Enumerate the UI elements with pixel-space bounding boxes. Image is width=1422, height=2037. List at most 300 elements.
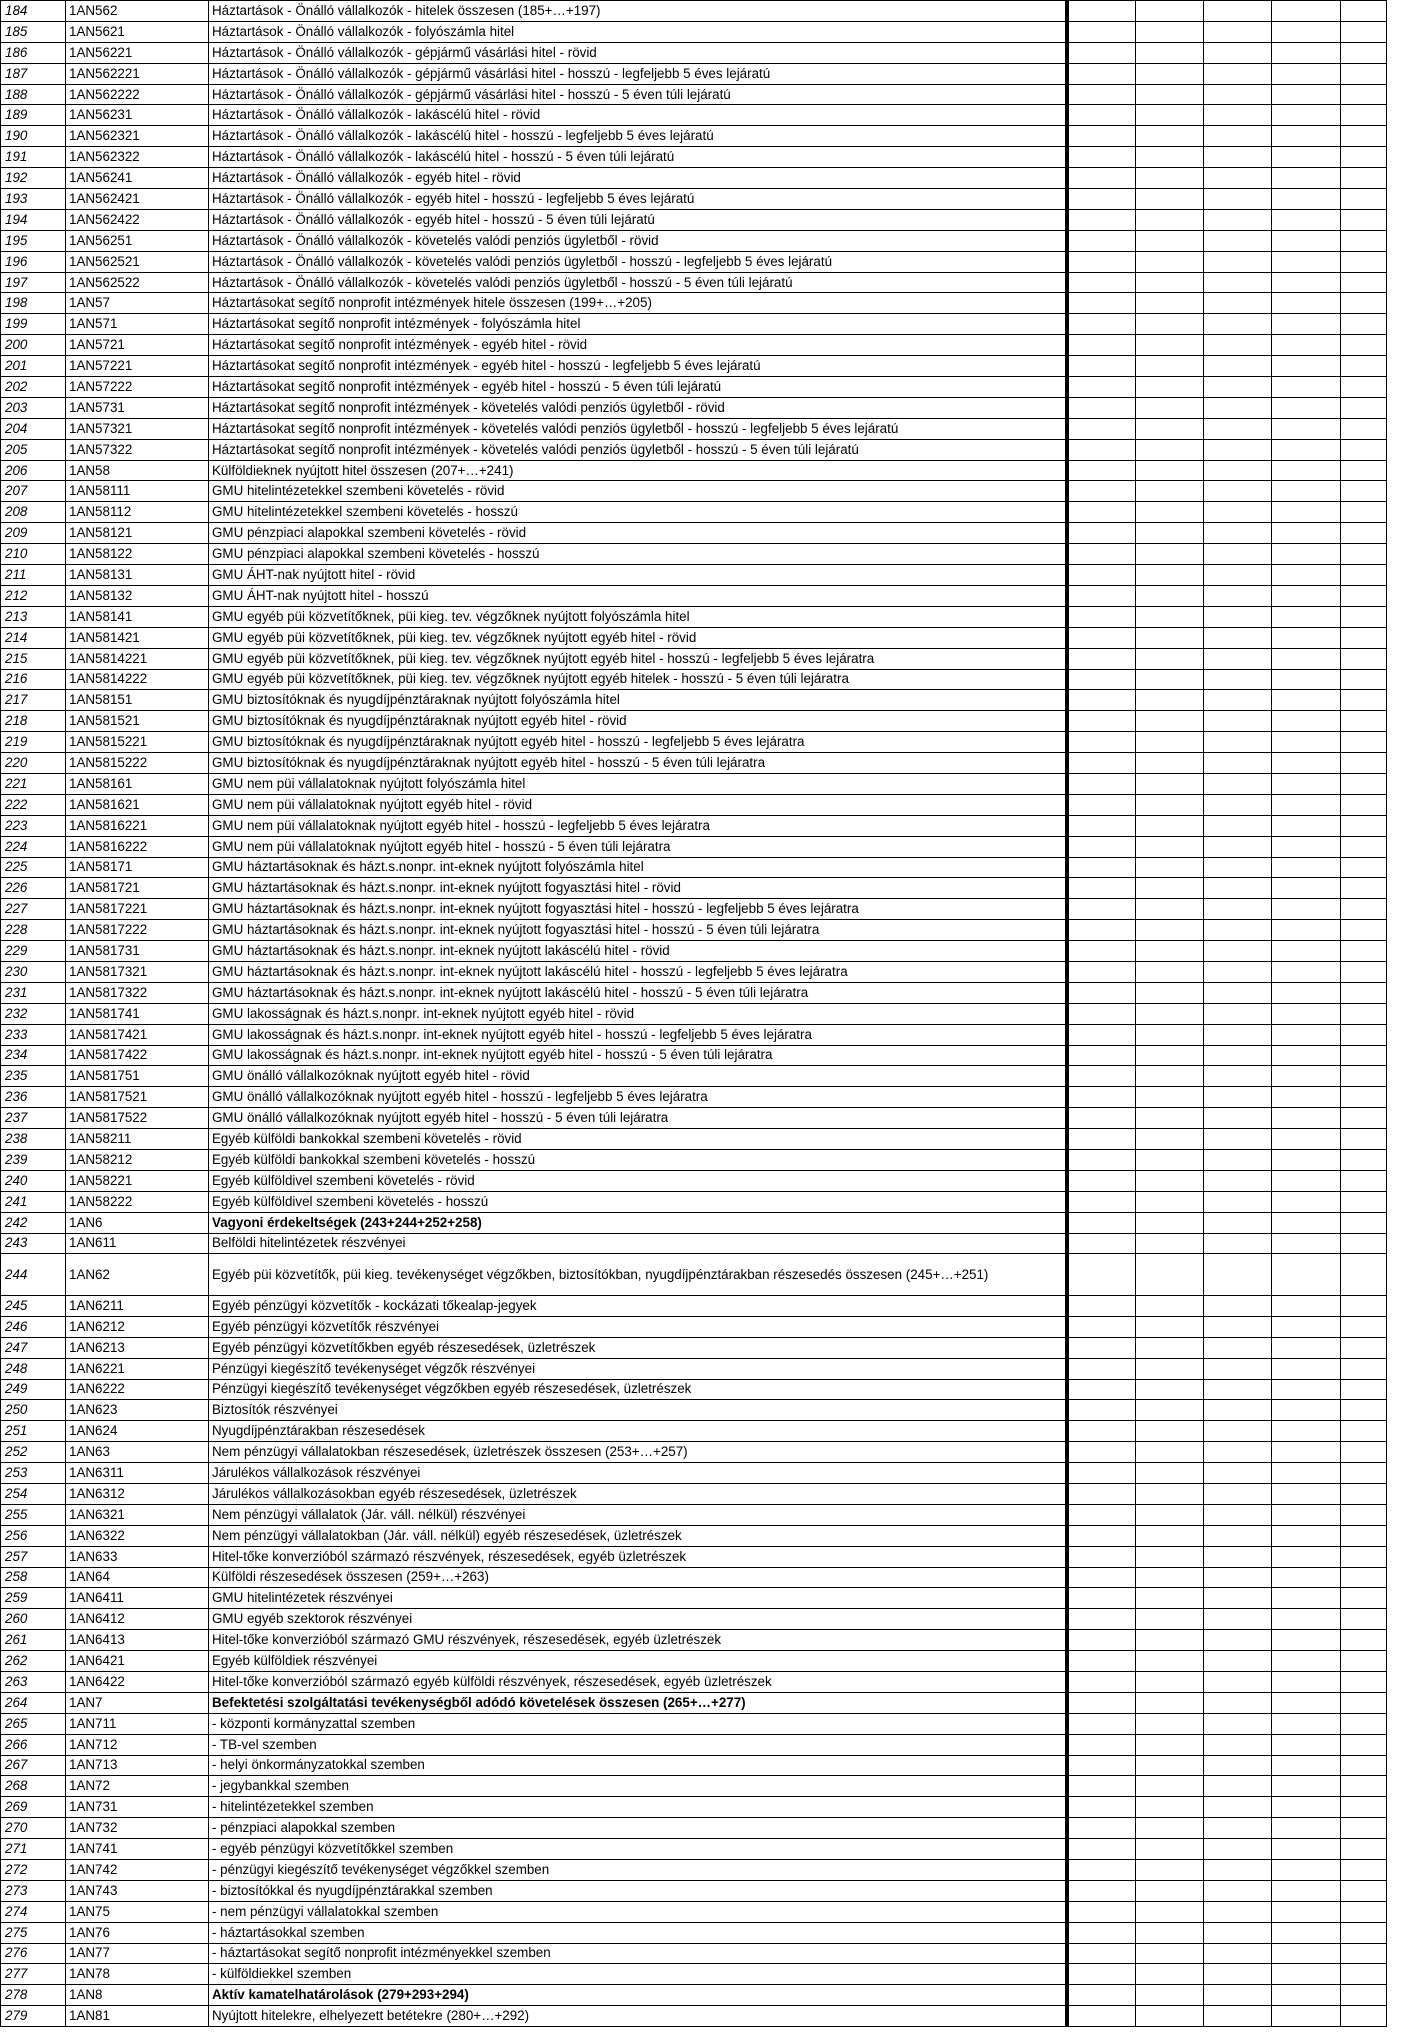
value-cell-4: [1272, 84, 1341, 105]
value-cell-2: [1136, 1734, 1204, 1755]
row-code: 1AN581521: [66, 711, 209, 732]
value-cell-4: [1272, 1024, 1341, 1045]
row-description: Háztartásokat segítő nonprofit intézmények - egyéb hitel - hosszú - legfeljebb 5 éves lejáratú: [209, 356, 1067, 377]
row-code: 1AN8: [66, 1985, 209, 2006]
value-cell-2: [1136, 1295, 1204, 1316]
value-cell-1: [1069, 272, 1136, 293]
row-code: 1AN56221: [66, 42, 209, 63]
value-cell-4: [1272, 126, 1341, 147]
value-cell-2: [1136, 1316, 1204, 1337]
value-cell-2: [1136, 1651, 1204, 1672]
table-row: [1, 397, 1387, 418]
value-cell-1: [1069, 1880, 1136, 1901]
value-cell-5: [1341, 1087, 1387, 1108]
row-code: 1AN6322: [66, 1525, 209, 1546]
value-cell-5: [1341, 2006, 1387, 2027]
row-code: 1AN5621: [66, 21, 209, 42]
row-code: 1AN5817322: [66, 982, 209, 1003]
value-cell-3: [1204, 126, 1272, 147]
table-row: [1, 836, 1387, 857]
row-number: 249: [1, 1379, 66, 1400]
value-cell-2: [1136, 168, 1204, 189]
value-cell-3: [1204, 961, 1272, 982]
value-cell-4: [1272, 669, 1341, 690]
row-description: GMU nem püi vállalatoknak nyújtott folyószámla hitel: [209, 773, 1067, 794]
value-cell-4: [1272, 753, 1341, 774]
row-code: 1AN64: [66, 1567, 209, 1588]
table-row: [1, 1108, 1387, 1129]
value-cell-5: [1341, 356, 1387, 377]
row-number: 189: [1, 105, 66, 126]
value-cell-1: [1069, 836, 1136, 857]
value-cell-2: [1136, 711, 1204, 732]
table-row: [1, 1671, 1387, 1692]
value-cell-2: [1136, 1358, 1204, 1379]
row-number: 238: [1, 1129, 66, 1150]
table-row: [1, 1901, 1387, 1922]
row-number: 207: [1, 481, 66, 502]
value-cell-4: [1272, 815, 1341, 836]
table-row: [1, 335, 1387, 356]
value-cell-5: [1341, 1630, 1387, 1651]
row-number: 277: [1, 1964, 66, 1985]
value-cell-2: [1136, 836, 1204, 857]
table-row: [1, 1985, 1387, 2006]
row-description: GMU pénzpiaci alapokkal szembeni követelés - rövid: [209, 523, 1067, 544]
row-description: GMU hitelintézetekkel szembeni követelés - hosszú: [209, 502, 1067, 523]
value-cell-3: [1204, 1504, 1272, 1525]
value-cell-4: [1272, 961, 1341, 982]
value-cell-5: [1341, 1755, 1387, 1776]
row-number: 272: [1, 1859, 66, 1880]
table-row: [1, 251, 1387, 272]
row-number: 254: [1, 1483, 66, 1504]
value-cell-5: [1341, 1254, 1387, 1296]
row-number: 234: [1, 1045, 66, 1066]
value-cell-1: [1069, 42, 1136, 63]
value-cell-1: [1069, 753, 1136, 774]
value-cell-3: [1204, 1922, 1272, 1943]
value-cell-4: [1272, 732, 1341, 753]
value-cell-4: [1272, 1003, 1341, 1024]
row-number: 224: [1, 836, 66, 857]
table-row: [1, 669, 1387, 690]
value-cell-3: [1204, 920, 1272, 941]
value-cell-5: [1341, 815, 1387, 836]
value-cell-4: [1272, 794, 1341, 815]
value-cell-2: [1136, 1045, 1204, 1066]
row-code: 1AN6311: [66, 1463, 209, 1484]
value-cell-1: [1069, 627, 1136, 648]
row-code: 1AN713: [66, 1755, 209, 1776]
value-cell-2: [1136, 293, 1204, 314]
table-row: [1, 1316, 1387, 1337]
row-number: 240: [1, 1170, 66, 1191]
row-description: GMU pénzpiaci alapokkal szembeni követelés - hosszú: [209, 544, 1067, 565]
value-cell-5: [1341, 648, 1387, 669]
value-cell-4: [1272, 105, 1341, 126]
value-cell-1: [1069, 251, 1136, 272]
value-cell-5: [1341, 1776, 1387, 1797]
value-cell-1: [1069, 1108, 1136, 1129]
table-row: [1, 1859, 1387, 1880]
row-code: 1AN581621: [66, 794, 209, 815]
table-row: [1, 1630, 1387, 1651]
value-cell-5: [1341, 878, 1387, 899]
table-row: [1, 565, 1387, 586]
row-code: 1AN633: [66, 1546, 209, 1567]
row-description: GMU háztartásoknak és házt.s.nonpr. int-eknek nyújtott fogyasztási hitel - hosszú - legfeljebb 5 éves lejáratra: [209, 899, 1067, 920]
row-number: 276: [1, 1943, 66, 1964]
value-cell-4: [1272, 439, 1341, 460]
value-cell-3: [1204, 1483, 1272, 1504]
row-description: - háztartásokkal szemben: [209, 1922, 1067, 1943]
value-cell-4: [1272, 1358, 1341, 1379]
value-cell-3: [1204, 753, 1272, 774]
value-cell-3: [1204, 648, 1272, 669]
value-cell-4: [1272, 1713, 1341, 1734]
value-cell-2: [1136, 1525, 1204, 1546]
value-cell-2: [1136, 1671, 1204, 1692]
table-row: [1, 42, 1387, 63]
value-cell-5: [1341, 293, 1387, 314]
value-cell-5: [1341, 105, 1387, 126]
value-cell-4: [1272, 1045, 1341, 1066]
value-cell-5: [1341, 1191, 1387, 1212]
value-cell-4: [1272, 1985, 1341, 2006]
value-cell-4: [1272, 565, 1341, 586]
table-row: [1, 606, 1387, 627]
row-description: GMU egyéb püi közvetítőknek, püi kieg. tev. végzőknek nyújtott egyéb hitel - hosszú - legfeljebb 5 éves lejáratra: [209, 648, 1067, 669]
row-code: 1AN57: [66, 293, 209, 314]
row-number: 218: [1, 711, 66, 732]
value-cell-3: [1204, 773, 1272, 794]
row-code: 1AN6221: [66, 1358, 209, 1379]
value-cell-3: [1204, 1045, 1272, 1066]
value-cell-3: [1204, 1087, 1272, 1108]
row-code: 1AN741: [66, 1839, 209, 1860]
value-cell-5: [1341, 1546, 1387, 1567]
value-cell-2: [1136, 1922, 1204, 1943]
value-cell-2: [1136, 209, 1204, 230]
value-cell-2: [1136, 982, 1204, 1003]
row-code: 1AN6412: [66, 1609, 209, 1630]
row-code: 1AN6312: [66, 1483, 209, 1504]
value-cell-2: [1136, 439, 1204, 460]
value-cell-5: [1341, 773, 1387, 794]
row-number: 214: [1, 627, 66, 648]
row-description: GMU nem püi vállalatoknak nyújtott egyéb hitel - hosszú - 5 éven túli lejáratra: [209, 836, 1067, 857]
value-cell-5: [1341, 230, 1387, 251]
value-cell-2: [1136, 314, 1204, 335]
value-cell-3: [1204, 1003, 1272, 1024]
row-number: 271: [1, 1839, 66, 1860]
row-description: - pénzügyi kiegészítő tevékenységet végzőkkel szemben: [209, 1859, 1067, 1880]
value-cell-4: [1272, 773, 1341, 794]
value-cell-2: [1136, 1463, 1204, 1484]
row-code: 1AN732: [66, 1818, 209, 1839]
row-code: 1AN581751: [66, 1066, 209, 1087]
value-cell-3: [1204, 397, 1272, 418]
row-description: Biztosítók részvényei: [209, 1400, 1067, 1421]
row-number: 199: [1, 314, 66, 335]
value-cell-4: [1272, 21, 1341, 42]
value-cell-4: [1272, 1442, 1341, 1463]
row-number: 233: [1, 1024, 66, 1045]
row-code: 1AN562: [66, 1, 209, 22]
table-row: [1, 126, 1387, 147]
table-row: [1, 1149, 1387, 1170]
value-cell-5: [1341, 1692, 1387, 1713]
value-cell-1: [1069, 1818, 1136, 1839]
value-cell-3: [1204, 1, 1272, 22]
value-cell-4: [1272, 878, 1341, 899]
table-row: [1, 1839, 1387, 1860]
row-code: 1AN5817421: [66, 1024, 209, 1045]
value-cell-4: [1272, 1129, 1341, 1150]
value-cell-5: [1341, 920, 1387, 941]
row-number: 274: [1, 1901, 66, 1922]
row-description: GMU önálló vállalkozóknak nyújtott egyéb hitel - rövid: [209, 1066, 1067, 1087]
value-cell-5: [1341, 1295, 1387, 1316]
row-code: 1AN81: [66, 2006, 209, 2027]
row-number: 262: [1, 1651, 66, 1672]
value-cell-3: [1204, 857, 1272, 878]
row-number: 250: [1, 1400, 66, 1421]
table-row: [1, 84, 1387, 105]
row-code: 1AN743: [66, 1880, 209, 1901]
value-cell-3: [1204, 941, 1272, 962]
value-cell-4: [1272, 1734, 1341, 1755]
value-cell-4: [1272, 1483, 1341, 1504]
value-cell-4: [1272, 1149, 1341, 1170]
table-row: [1, 648, 1387, 669]
table-row: [1, 753, 1387, 774]
value-cell-4: [1272, 648, 1341, 669]
row-description: Járulékos vállalkozásokban egyéb részesedések, üzletrészek: [209, 1483, 1067, 1504]
row-description: Pénzügyi kiegészítő tevékenységet végzőkben egyéb részesedések, üzletrészek: [209, 1379, 1067, 1400]
row-description: Hitel-tőke konverzióból származó egyéb külföldi részvények, részesedések, egyéb üzletrészek: [209, 1671, 1067, 1692]
row-description: Háztartások - Önálló vállalkozók - lakáscélú hitel - hosszú - legfeljebb 5 éves lejáratú: [209, 126, 1067, 147]
value-cell-5: [1341, 209, 1387, 230]
value-cell-4: [1272, 523, 1341, 544]
value-cell-2: [1136, 1212, 1204, 1233]
value-cell-1: [1069, 1713, 1136, 1734]
value-cell-5: [1341, 899, 1387, 920]
value-cell-2: [1136, 961, 1204, 982]
value-cell-4: [1272, 1755, 1341, 1776]
value-cell-2: [1136, 1442, 1204, 1463]
value-cell-3: [1204, 1066, 1272, 1087]
table-row: [1, 1609, 1387, 1630]
value-cell-1: [1069, 1233, 1136, 1254]
value-cell-5: [1341, 1943, 1387, 1964]
value-cell-2: [1136, 1191, 1204, 1212]
value-cell-1: [1069, 2006, 1136, 2027]
value-cell-3: [1204, 63, 1272, 84]
value-cell-5: [1341, 1337, 1387, 1358]
value-cell-1: [1069, 502, 1136, 523]
value-cell-5: [1341, 1985, 1387, 2006]
value-cell-1: [1069, 1149, 1136, 1170]
table-row: [1, 1442, 1387, 1463]
table-row: [1, 1045, 1387, 1066]
row-number: 266: [1, 1734, 66, 1755]
value-cell-4: [1272, 1692, 1341, 1713]
row-number: 188: [1, 84, 66, 105]
row-description: Egyéb külföldiek részvényei: [209, 1651, 1067, 1672]
value-cell-3: [1204, 1463, 1272, 1484]
row-number: 246: [1, 1316, 66, 1337]
row-description: GMU biztosítóknak és nyugdíjpénztáraknak nyújtott egyéb hitel - hosszú - legfeljebb 5 éves lejáratra: [209, 732, 1067, 753]
row-code: 1AN711: [66, 1713, 209, 1734]
value-cell-2: [1136, 1003, 1204, 1024]
row-description: GMU önálló vállalkozóknak nyújtott egyéb hitel - hosszú - legfeljebb 5 éves lejáratra: [209, 1087, 1067, 1108]
value-cell-4: [1272, 606, 1341, 627]
value-cell-4: [1272, 1776, 1341, 1797]
value-cell-5: [1341, 1316, 1387, 1337]
value-cell-1: [1069, 941, 1136, 962]
value-cell-1: [1069, 1170, 1136, 1191]
row-number: 269: [1, 1797, 66, 1818]
value-cell-3: [1204, 502, 1272, 523]
value-cell-5: [1341, 460, 1387, 481]
row-description: Háztartások - Önálló vállalkozók - követelés valódi penziós ügyletből - rövid: [209, 230, 1067, 251]
value-cell-2: [1136, 920, 1204, 941]
value-cell-2: [1136, 523, 1204, 544]
table-row: [1, 1066, 1387, 1087]
value-cell-5: [1341, 439, 1387, 460]
row-number: 257: [1, 1546, 66, 1567]
row-code: 1AN58112: [66, 502, 209, 523]
value-cell-3: [1204, 189, 1272, 210]
table-row: [1, 878, 1387, 899]
row-code: 1AN6422: [66, 1671, 209, 1692]
value-cell-3: [1204, 1901, 1272, 1922]
value-cell-2: [1136, 1755, 1204, 1776]
value-cell-3: [1204, 627, 1272, 648]
row-code: 1AN562421: [66, 189, 209, 210]
value-cell-4: [1272, 1964, 1341, 1985]
row-code: 1AN63: [66, 1442, 209, 1463]
value-cell-2: [1136, 1588, 1204, 1609]
row-number: 227: [1, 899, 66, 920]
row-description: Háztartások - Önálló vállalkozók - folyószámla hitel: [209, 21, 1067, 42]
row-code: 1AN58141: [66, 606, 209, 627]
value-cell-5: [1341, 857, 1387, 878]
value-cell-5: [1341, 794, 1387, 815]
value-cell-2: [1136, 105, 1204, 126]
value-cell-2: [1136, 397, 1204, 418]
value-cell-2: [1136, 878, 1204, 899]
row-code: 1AN562222: [66, 84, 209, 105]
value-cell-2: [1136, 230, 1204, 251]
row-number: 201: [1, 356, 66, 377]
table-row: [1, 544, 1387, 565]
table-row: [1, 439, 1387, 460]
row-number: 205: [1, 439, 66, 460]
value-cell-4: [1272, 1922, 1341, 1943]
row-number: 279: [1, 2006, 66, 2027]
value-cell-2: [1136, 84, 1204, 105]
value-cell-1: [1069, 1671, 1136, 1692]
value-cell-4: [1272, 1066, 1341, 1087]
row-code: 1AN58: [66, 460, 209, 481]
value-cell-1: [1069, 544, 1136, 565]
row-number: 216: [1, 669, 66, 690]
row-code: 1AN6213: [66, 1337, 209, 1358]
row-code: 1AN78: [66, 1964, 209, 1985]
value-cell-4: [1272, 1651, 1341, 1672]
value-cell-5: [1341, 272, 1387, 293]
row-number: 198: [1, 293, 66, 314]
value-cell-2: [1136, 1024, 1204, 1045]
value-cell-1: [1069, 1, 1136, 22]
value-cell-4: [1272, 1379, 1341, 1400]
value-cell-4: [1272, 1943, 1341, 1964]
value-cell-3: [1204, 418, 1272, 439]
value-cell-5: [1341, 669, 1387, 690]
value-cell-2: [1136, 773, 1204, 794]
value-cell-2: [1136, 1985, 1204, 2006]
row-number: 231: [1, 982, 66, 1003]
row-number: 264: [1, 1692, 66, 1713]
table-row: [1, 627, 1387, 648]
row-number: 239: [1, 1149, 66, 1170]
value-cell-2: [1136, 481, 1204, 502]
value-cell-1: [1069, 63, 1136, 84]
value-cell-2: [1136, 753, 1204, 774]
value-cell-3: [1204, 1400, 1272, 1421]
value-cell-5: [1341, 1400, 1387, 1421]
row-code: 1AN77: [66, 1943, 209, 1964]
table-row: [1, 732, 1387, 753]
row-description: GMU biztosítóknak és nyugdíjpénztáraknak nyújtott egyéb hitel - rövid: [209, 711, 1067, 732]
row-description: GMU lakosságnak és házt.s.nonpr. int-eknek nyújtott egyéb hitel - rövid: [209, 1003, 1067, 1024]
value-cell-3: [1204, 272, 1272, 293]
value-cell-5: [1341, 335, 1387, 356]
value-cell-1: [1069, 209, 1136, 230]
value-cell-5: [1341, 1108, 1387, 1129]
row-number: 213: [1, 606, 66, 627]
row-number: 190: [1, 126, 66, 147]
value-cell-5: [1341, 481, 1387, 502]
value-cell-2: [1136, 1254, 1204, 1296]
row-code: 1AN58122: [66, 544, 209, 565]
value-cell-2: [1136, 1943, 1204, 1964]
value-cell-2: [1136, 732, 1204, 753]
value-cell-1: [1069, 1546, 1136, 1567]
value-cell-1: [1069, 230, 1136, 251]
value-cell-2: [1136, 1880, 1204, 1901]
value-cell-2: [1136, 669, 1204, 690]
value-cell-2: [1136, 335, 1204, 356]
row-number: 236: [1, 1087, 66, 1108]
row-number: 243: [1, 1233, 66, 1254]
value-cell-2: [1136, 418, 1204, 439]
value-cell-1: [1069, 1295, 1136, 1316]
value-cell-2: [1136, 1, 1204, 22]
value-cell-3: [1204, 1859, 1272, 1880]
value-cell-5: [1341, 1421, 1387, 1442]
row-code: 1AN57221: [66, 356, 209, 377]
value-cell-3: [1204, 21, 1272, 42]
value-cell-1: [1069, 189, 1136, 210]
row-description: Nem pénzügyi vállalatokban részesedések, üzletrészek összesen (253+…+257): [209, 1442, 1067, 1463]
table-row: [1, 1880, 1387, 1901]
value-cell-2: [1136, 690, 1204, 711]
value-cell-5: [1341, 147, 1387, 168]
